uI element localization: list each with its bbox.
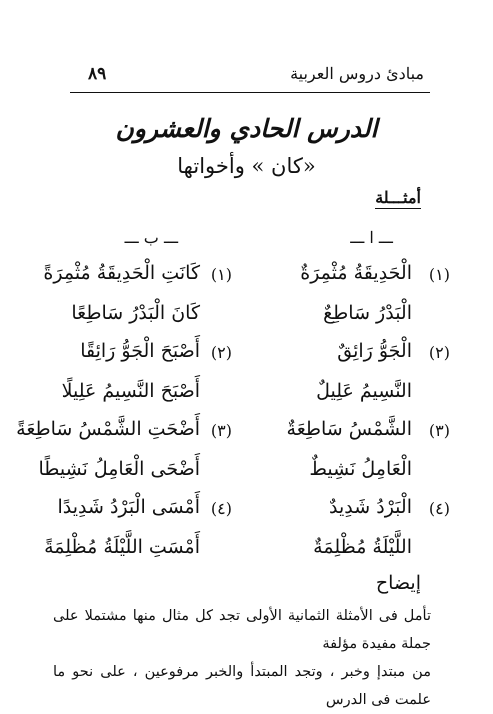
example-group-3 <box>16 418 450 496</box>
header-rule <box>70 92 430 93</box>
example-line <box>50 340 450 378</box>
explanation-text <box>53 602 431 714</box>
example-number-b: (٢) <box>210 343 232 362</box>
example-a-sentence: الْجَوُّ رَائِقٌ <box>337 340 412 362</box>
example-number-a: (٣) <box>428 421 450 440</box>
example-group-1 <box>43 262 450 340</box>
example-b-sentence: أَضْحَتِ الشَّمْسُ سَاطِعَةً <box>16 418 200 440</box>
example-line <box>38 458 450 496</box>
example-number-b: (٤) <box>210 499 232 518</box>
example-a-sentence: النَّسِيمُ عَلِيلٌ <box>316 380 412 402</box>
example-b-sentence: أَمْسَتِ اللَّيْلَةُ مُظْلِمَةً <box>44 536 200 558</box>
explanation-line: تأمل فى الأمثلة الثمانية الأولى تجد كل مثال منها مشتملا على جملة مفيدة مؤلفة <box>53 608 431 652</box>
examples-list <box>16 262 450 574</box>
example-b-sentence: كَانَ الْبَدْرُ سَاطِعًا <box>71 302 200 324</box>
column-a-label: ـــ ا ـــ <box>350 228 393 247</box>
example-b-sentence: أَمْسَى الْبَرْدُ شَدِيدًا <box>57 496 200 518</box>
example-line <box>50 302 450 340</box>
example-a-sentence: الْحَدِيقَةُ مُثْمِرَةٌ <box>300 262 412 284</box>
example-number-a: (٤) <box>428 499 450 518</box>
example-line <box>16 418 450 456</box>
example-number-a: (١) <box>428 265 450 284</box>
explanation-heading: إيضاح <box>375 572 421 594</box>
example-number-a: (٢) <box>428 343 450 362</box>
examples-heading: أمثـــلة <box>375 188 421 207</box>
example-a-sentence: الشَّمْسُ سَاطِعَةٌ <box>286 418 412 440</box>
example-a-sentence: الْبَرْدُ شَدِيدٌ <box>329 496 412 518</box>
example-line <box>50 380 450 418</box>
lesson-subtitle: «كان » وأخواتها <box>177 154 316 178</box>
example-line <box>44 536 450 574</box>
column-b-label: ـــ ب ـــ <box>124 228 178 247</box>
example-group-2 <box>50 340 450 418</box>
page-number: ٨٩ <box>88 64 107 84</box>
example-group-4 <box>44 496 450 574</box>
example-line <box>50 496 450 534</box>
running-header <box>70 58 430 86</box>
example-number-b: (١) <box>210 265 232 284</box>
example-b-sentence: أَصْبَحَ الْجَوُّ رَائِقًا <box>80 340 200 362</box>
explanation-line: من مبتدإ وخبر ، وتجد المبتدأ والخبر مرفوعين ، على نحو ما علمت فى الدرس <box>53 664 431 708</box>
example-a-sentence: الْعَامِلُ نَشِيطٌ <box>309 458 412 480</box>
example-line <box>43 262 450 300</box>
example-b-sentence: كَانَتِ الْحَدِيقَةُ مُثْمِرَةً <box>43 262 200 284</box>
example-a-sentence: الْبَدْرُ سَاطِعٌ <box>323 302 412 324</box>
book-title: مبادئ دروس العربية <box>290 64 424 83</box>
example-b-sentence: أَصْبَحَ النَّسِيمُ عَلِيلًا <box>61 380 200 402</box>
example-a-sentence: اللَّيْلَةُ مُظْلِمَةٌ <box>313 536 412 558</box>
example-number-b: (٣) <box>210 421 232 440</box>
lesson-title: الدرس الحادي والعشرون <box>115 114 378 143</box>
example-b-sentence: أَضْحَى الْعَامِلُ نَشِيطًا <box>38 458 200 480</box>
